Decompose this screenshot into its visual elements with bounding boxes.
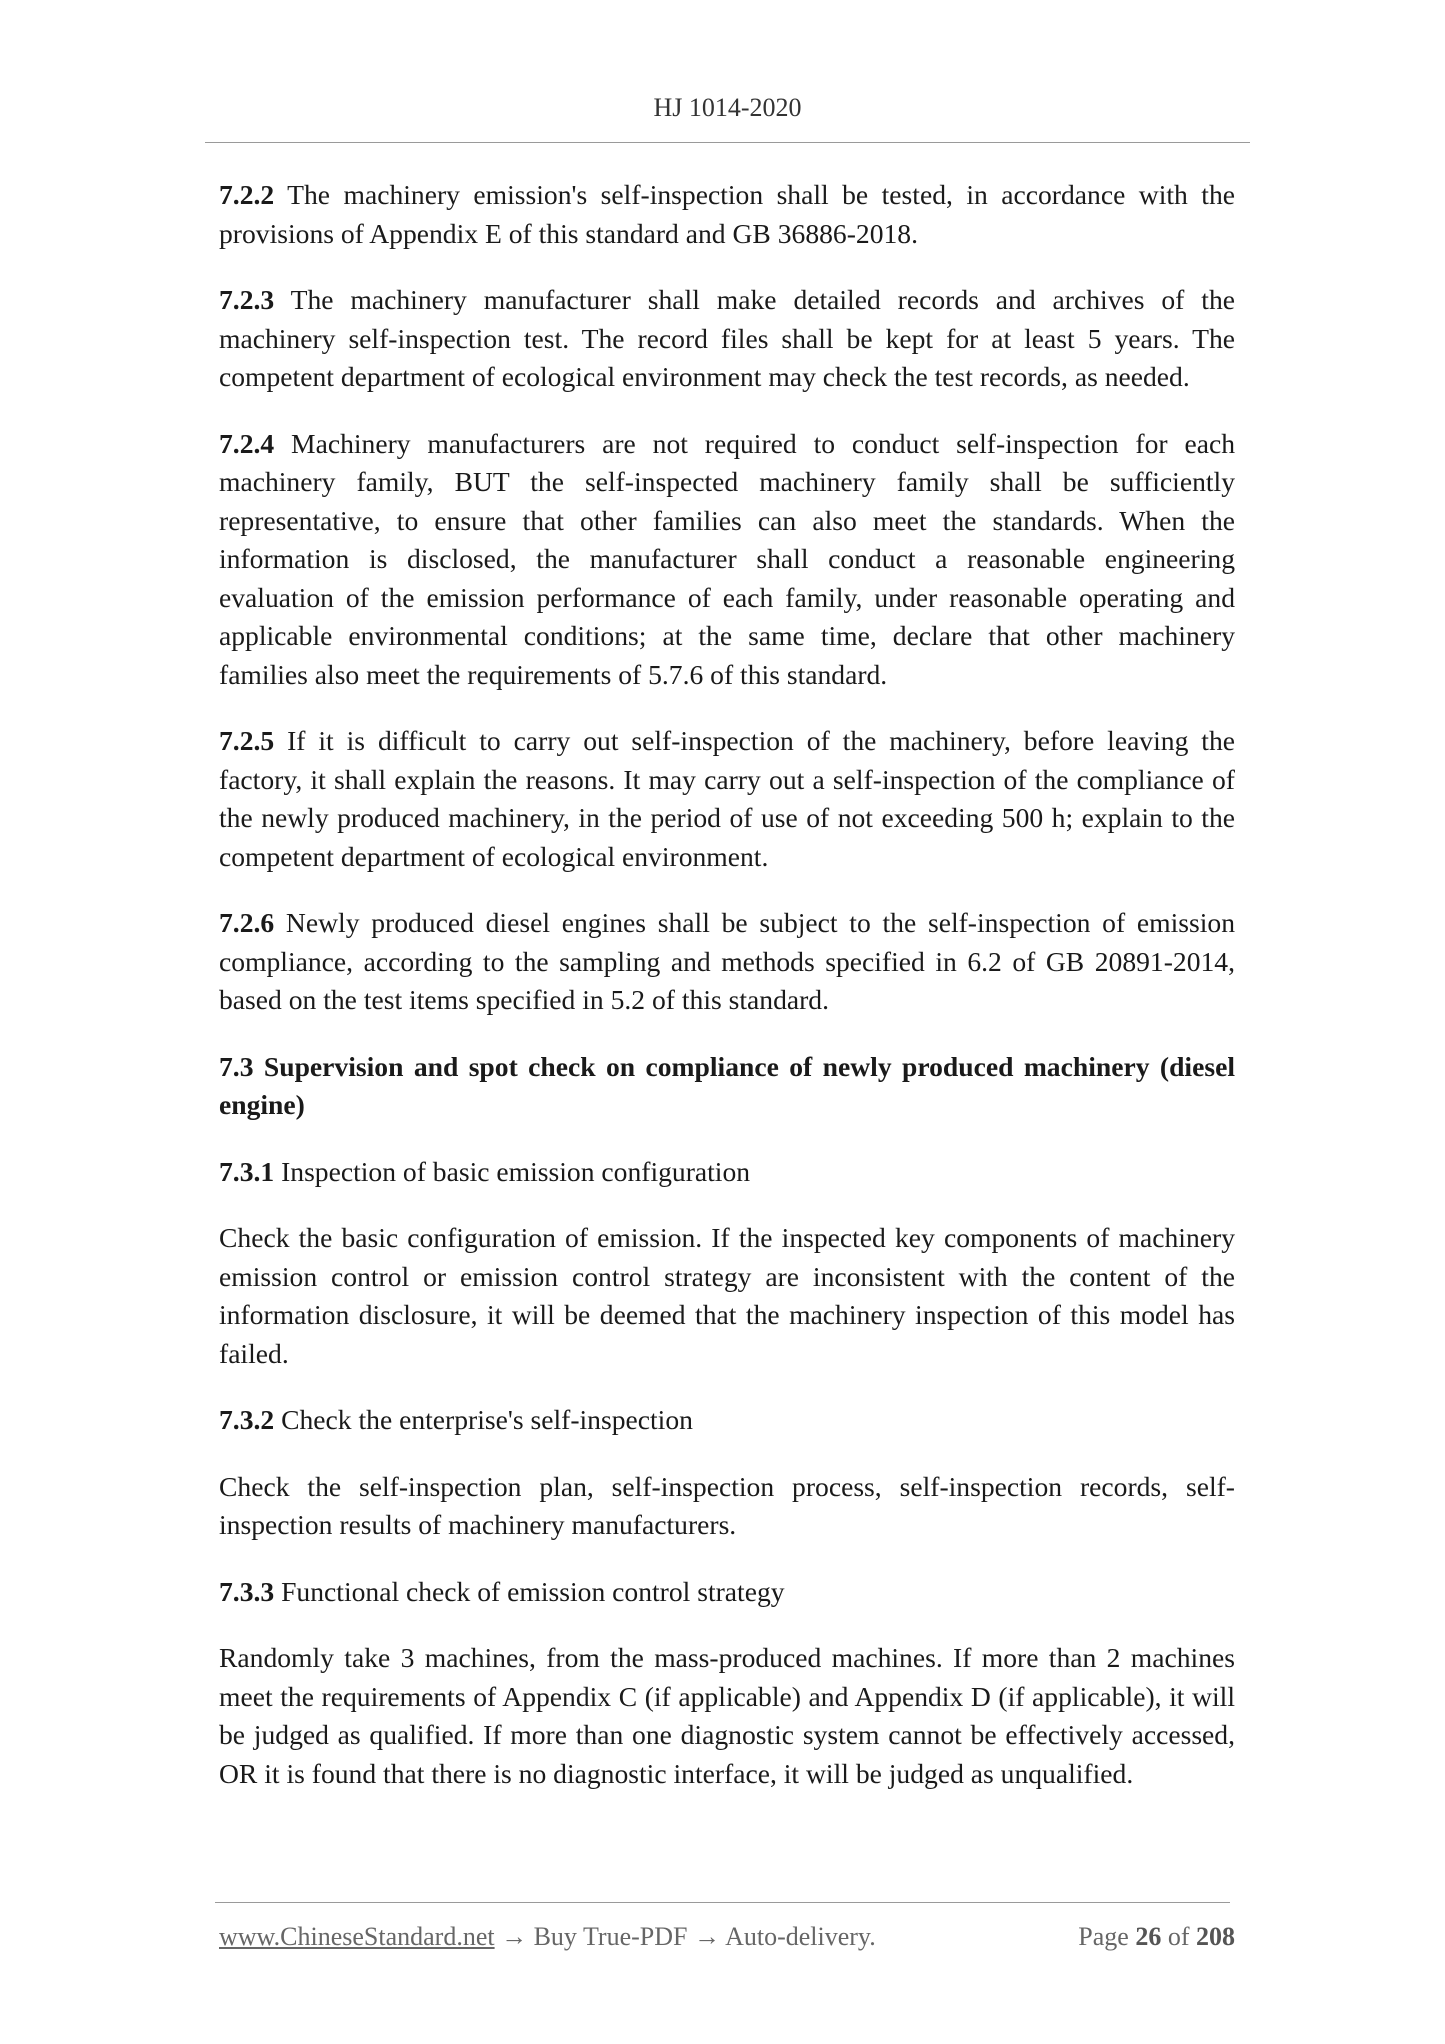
clause-number: 7.3.3 xyxy=(219,1575,275,1607)
clause-7-3-3-body: Randomly take 3 machines, from the mass-produced machines. If more than 2 machines meet the requirements of Appendix C (if applicable) and Appendix D (if applicable), it will be judged as qualified. If more than one diagnostic system cannot be effectively accessed, OR it is found that there is no diagnostic interface, it will be judged as unqualified. xyxy=(219,1642,1235,1789)
clause-text: Machinery manufacturers are not required to conduct self-inspection for each machinery family, BUT the self-inspected machinery family shall be sufficiently representative, to ensure that other families can also meet the standards. When the information is disclosed, the manufacturer shall conduct a reasonable engineering evaluation of the emission performance of each family, under reasonable operating and applicable environmental conditions; at the same time, declare that other machinery families also meet the requirements of 5.7.6 of this standard. xyxy=(219,427,1235,690)
clause-number: 7.2.4 xyxy=(219,427,275,459)
buy-pdf-text: Buy True-PDF xyxy=(533,1922,688,1951)
document-id: HJ 1014-2020 xyxy=(653,93,802,122)
clause-text: The machinery manufacturer shall make detailed records and archives of the machinery self-inspection test. The record files shall be kept for at least 5 years. The competent department of ecological environment may check the test records, as needed. xyxy=(219,284,1235,392)
clause-number: 7.3.2 xyxy=(219,1404,275,1435)
clause-7-3-1-body: Check the basic configuration of emission. If the inspected key components of machinery emission control or emission control strategy are inconsistent with the content of the information disclosure, it will be deemed that the machinery inspection of this model has failed. xyxy=(219,1222,1235,1369)
clause-7-3-3-title xyxy=(219,1573,1235,1612)
clause-7-2-5 xyxy=(219,722,1235,876)
clause-text: If it is difficult to carry out self-inspection of the machinery, before leaving the factory, it shall explain the reasons. It may carry out a self-inspection of the compliance of the newly produced machinery, in the period of use of not exceeding 500 h; explain to the competent department of ecological environment. xyxy=(219,725,1235,872)
clause-7-3-2-body: Check the self-inspection plan, self-inspection process, self-inspection records, self-inspection results of machinery manufacturers. xyxy=(219,1470,1235,1540)
page-indicator xyxy=(1078,1922,1235,1952)
page-label: Page xyxy=(1078,1922,1129,1951)
clause-7-2-3 xyxy=(219,281,1235,397)
arrow-right-icon: → xyxy=(694,1922,720,1951)
clause-number: 7.2.6 xyxy=(219,907,275,938)
of-label: of xyxy=(1167,1922,1190,1951)
clause-title: Inspection of basic emission configuration xyxy=(274,1155,751,1187)
auto-delivery-text: Auto-delivery. xyxy=(725,1922,876,1951)
clause-title: Check the enterprise's self-inspection xyxy=(274,1404,693,1435)
clause-7-3-2-title xyxy=(219,1401,1235,1440)
arrow-right-icon: → xyxy=(501,1922,528,1951)
clause-text: The machinery emission's self-inspection shall be tested, in accordance with the provisions of Appendix E of this standard and GB 36886-2018. xyxy=(219,179,1235,249)
clause-number: 7.2.5 xyxy=(219,725,275,756)
clause-number: 7.2.2 xyxy=(219,179,275,210)
page-body xyxy=(219,176,1235,1821)
clause-title: Functional check of emission control strategy xyxy=(274,1575,785,1607)
document-header xyxy=(205,93,1250,123)
clause-number: 7.2.3 xyxy=(219,284,275,315)
current-page: 26 xyxy=(1135,1922,1162,1951)
clause-7-2-6 xyxy=(219,904,1235,1020)
header-divider xyxy=(205,142,1250,143)
clause-7-2-4 xyxy=(219,425,1235,695)
total-pages: 208 xyxy=(1196,1922,1235,1951)
site-link[interactable]: www.ChineseStandard.net xyxy=(219,1922,495,1951)
footer-divider xyxy=(215,1902,1230,1903)
section-7-3-heading: 7.3 Supervision and spot check on compliance of newly produced machinery (diesel engine) xyxy=(219,1050,1235,1120)
clause-7-3-1-title xyxy=(219,1153,1235,1192)
footer-promo xyxy=(219,1922,876,1952)
clause-number: 7.3.1 xyxy=(219,1155,275,1187)
clause-7-2-2 xyxy=(219,176,1235,253)
clause-text: Newly produced diesel engines shall be subject to the self-inspection of emission compliance, according to the sampling and methods specified in 6.2 of GB 20891-2014, based on the test items specified in 5.2 of this standard. xyxy=(219,907,1235,1015)
